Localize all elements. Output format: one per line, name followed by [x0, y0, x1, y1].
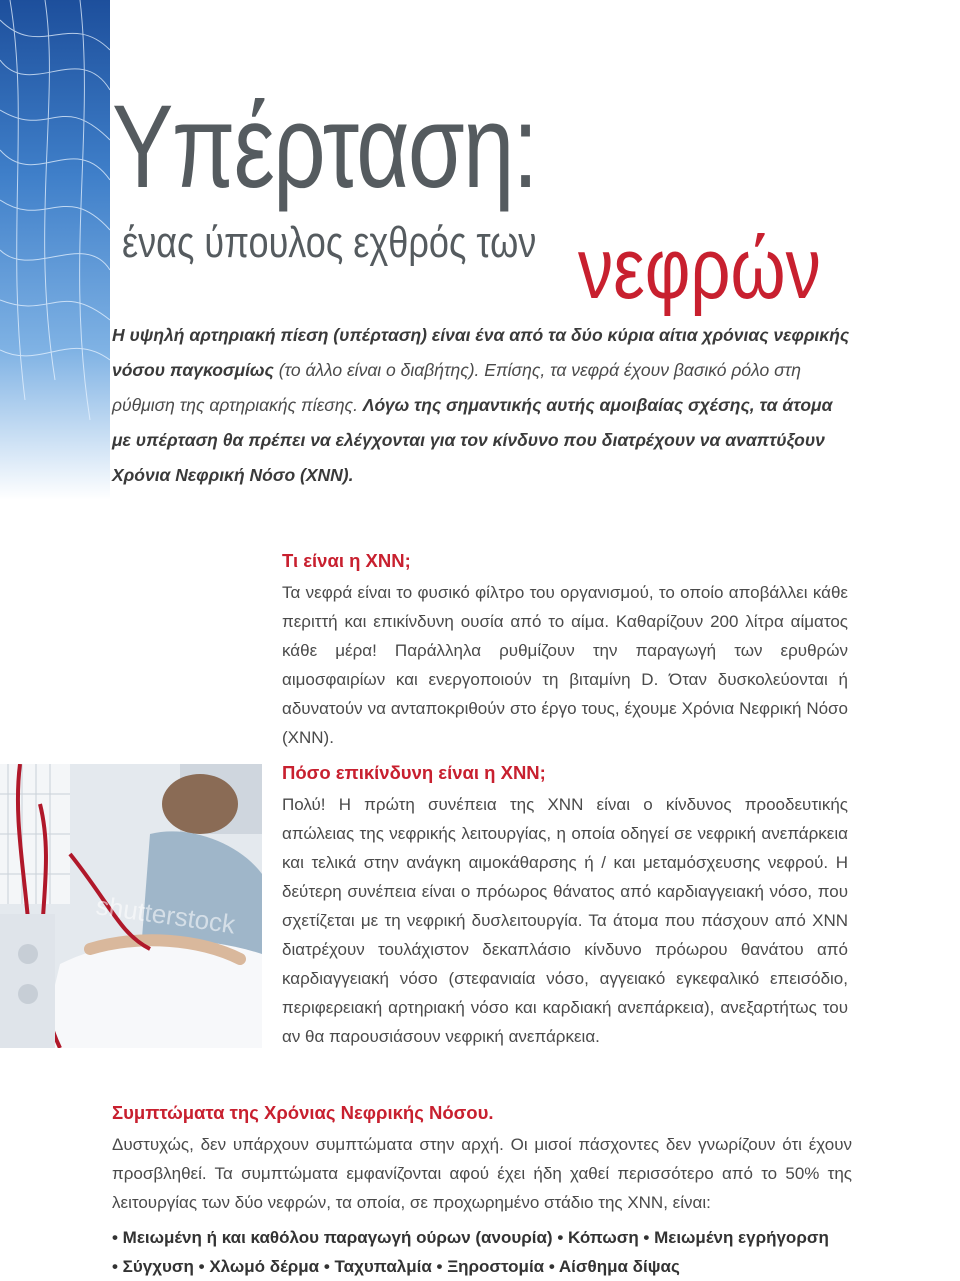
section-body: Δυστυχώς, δεν υπάρχουν συμπτώματα στην αρχή. Οι μισοί πάσχοντες δεν γνωρίζουν ότι έχουν προσβληθεί. Τα συμπτώματα εμφανίζονται αφού έχει ήδη χαθεί περισσότερο από το 50% της λειτουργίας των δύο νεφρών, τα οποία, σε προχωρημένο στάδιο της ΧΝΝ, είναι: [112, 1135, 852, 1212]
intro-paragraph [112, 318, 852, 493]
dialysis-photo [0, 764, 262, 1048]
section-heading: Τι είναι η ΧΝΝ; [282, 550, 411, 571]
subtitle [122, 218, 627, 268]
intro-bold-lead: Η υψηλή αρτηριακή πίεση (υπέρταση) είναι ένα από τα δύο κύρια αίτια χρόνιας νεφρικής νόσου παγκοσμίως [112, 325, 850, 380]
decorative-corner-graphic [0, 0, 110, 500]
subtitle-highlight: νεφρών [578, 221, 821, 317]
page-title: Υπέρταση: [112, 81, 537, 213]
section-body: Τα νεφρά είναι το φυσικό φίλτρο του οργανισμού, το οποίο αποβάλλει κάθε περιττή και επικίνδυνη ουσία από το αίμα. Καθαρίζουν 200 λίτρα αίματος κάθε μέρα! Παράλληλα ρυθμίζουν την παραγωγή των ερυθρών αιμοσφαιρίων και ενεργοποιούν τη βιταμίνη D. Όταν δυσκολεύονται ή αδυνατούν να ανταποκριθούν στο έργο τους, έχουμε Χρόνια Νεφρική Νόσο (ΧΝΝ). [282, 583, 848, 747]
symptoms-list-line-2: • Σύγχυση • Χλωμό δέρμα • Ταχυπαλμία • Ξηροστομία • Αίσθημα δίψας [112, 1257, 680, 1276]
intro-bold-tail: Λόγω της σημαντικής αυτής αμοιβαίας σχέσης, τα άτομα με υπέρταση θα πρέπει να ελέγχονται για τον κίνδυνο που διατρέχουν να αναπτύξουν Χρόνια Νεφρική Νόσο (ΧΝΝ). [112, 395, 833, 485]
section-body: Πολύ! Η πρώτη συνέπεια της ΧΝΝ είναι ο κίνδυνος προοδευτικής απώλειας της νεφρικής λειτουργίας, η οποία οδηγεί σε νεφρική ανεπάρκεια και τελικά στην ανάγκη αιμοκάθαρσης ή / και μεταμόσχευσης νεφρού. Η δεύτερη συνέπεια είναι ο πρόωρος θάνατος από καρδιαγγειακή νόσο, που σχετίζεται με τη νεφρική δυσλειτουργία. Τα άτομα που πάσχουν από ΧΝΝ διατρέχουν τουλάχιστον δεκαπλάσιο κίνδυνο πρόωρου θανάτου από καρδιαγγειακή νόσο (στεφανιαία νόσο, αγγειακό εγκεφαλικό επεισόδιο, περιφερειακή αρτηριακή νόσο και καρδιακή ανεπάρκεια), ανεξαρτήτως του αν θα παρουσιάσουν νεφρική ανεπάρκεια. [282, 795, 848, 1046]
section-heading: Συμπτώματα της Χρόνιας Νεφρικής Νόσου. [112, 1102, 494, 1123]
section-heading: Πόσο επικίνδυνη είναι η ΧΝΝ; [282, 762, 546, 783]
intro-normal: (το άλλο είναι ο διαβήτης). Επίσης, τα νεφρά έχουν βασικό ρόλο στη ρύθμιση της αρτηριακής πίεσης. [112, 360, 801, 415]
section-symptoms [112, 1100, 852, 1281]
symptoms-list-line-1: • Μειωμένη ή και καθόλου παραγωγή ούρων (ανουρία) • Κόπωση • Μειωμένη εγρήγορση [112, 1228, 829, 1247]
section-what-is-ckd [282, 548, 848, 752]
watermark-text: shutterstock [94, 890, 238, 940]
section-how-dangerous [282, 760, 848, 1051]
subtitle-lead: ένας ύπουλος εχθρός των [122, 218, 537, 267]
